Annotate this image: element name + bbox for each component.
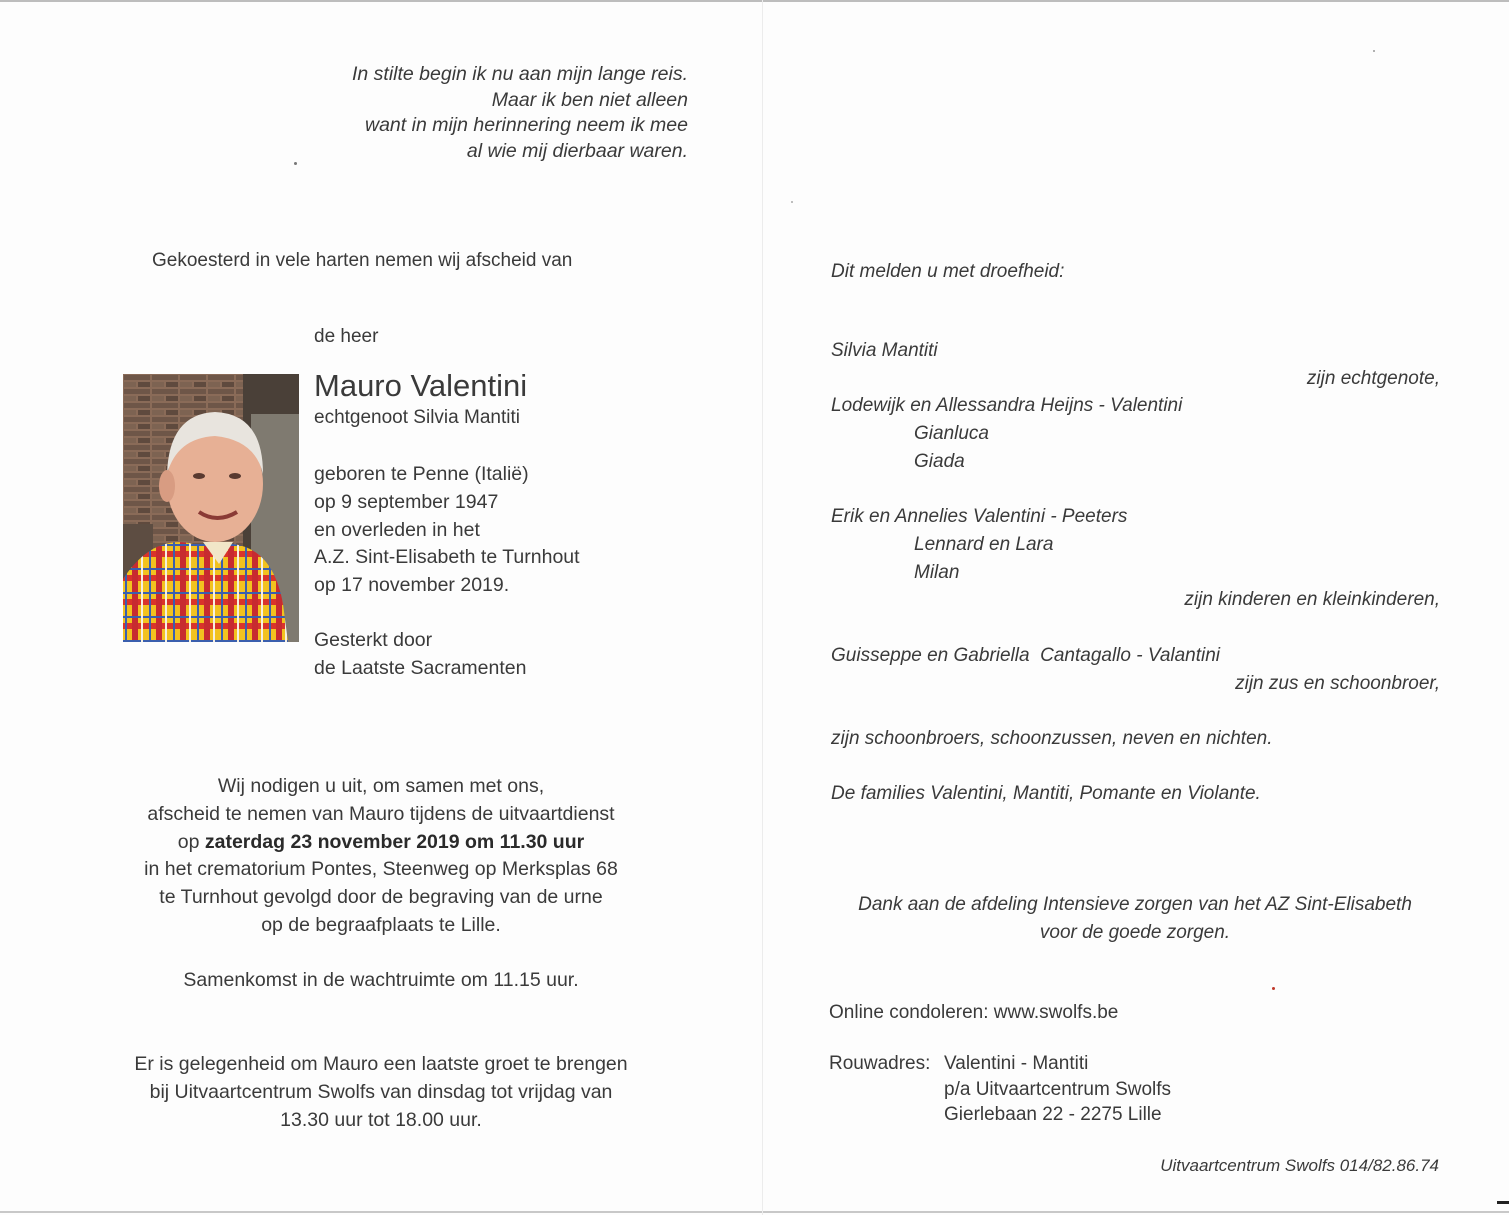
address-line: Valentini - Mantiti: [944, 1053, 1089, 1074]
grandchild: Giada: [914, 451, 965, 472]
sacraments: [314, 627, 526, 683]
spouse-line: echtgenoot Silvia Mantiti: [314, 407, 520, 428]
death-place: A.Z. Sint-Elisabeth te Turnhout: [314, 546, 580, 569]
child-family: Erik en Annelies Valentini - Peeters: [831, 506, 1128, 527]
funeral-date-time: zaterdag 23 november 2019 om 11.30 uur: [204, 830, 585, 853]
birth-date: op 9 september 1947: [314, 490, 499, 513]
invitation-line: afscheid te nemen van Mauro tijdens de uitvaartdienst: [147, 802, 615, 825]
address-line: p/a Uitvaartcentrum Swolfs: [944, 1078, 1172, 1100]
intro-text: Gekoesterd in vele harten nemen wij afscheid van: [152, 250, 573, 271]
death-date: op 17 november 2019.: [314, 574, 510, 597]
invitation-prefix: op: [177, 830, 200, 853]
thanks-line: Dank aan de afdeling Intensieve zorgen van het AZ Sint-Elisabeth: [858, 894, 1412, 915]
sacraments-line: Gesterkt door: [314, 629, 433, 651]
invitation-line: op de begraafplaats te Lille.: [261, 913, 501, 936]
deceased-name: Mauro Valentini: [314, 368, 528, 403]
poem-line: Maar ik ben niet alleen: [491, 88, 688, 111]
death-intro: en overleden in het: [314, 518, 480, 541]
families: De families Valentini, Mantiti, Pomante en Violante.: [831, 783, 1261, 804]
top-edge: [0, 0, 1509, 2]
invitation-date-line: [110, 829, 652, 857]
poem-line: In stilte begin ik nu aan mijn lange reis.: [351, 63, 688, 85]
sister-family: Guisseppe en Gabriella Cantagallo - Valantini: [831, 645, 1221, 666]
in-laws: zijn schoonbroers, schoonzussen, neven en nichten.: [831, 728, 1273, 749]
invitation-line: Wij nodigen u uit, om samen met ons,: [217, 775, 545, 797]
gathering-note: Samenkomst in de wachtruimte om 11.15 uur.: [183, 969, 579, 991]
grandchild: Milan: [914, 562, 960, 583]
wife-name: Silvia Mantiti: [831, 340, 938, 361]
visitation-note: [110, 1051, 652, 1134]
children-role: zijn kinderen en kleinkinderen,: [1184, 589, 1440, 610]
visitation-line: Er is gelegenheid om Mauro een laatste groet te brengen: [134, 1053, 628, 1075]
honorific: de heer: [314, 326, 379, 347]
visitation-line: 13.30 uur tot 18.00 uur.: [280, 1108, 482, 1131]
mourning-address: [944, 1051, 1171, 1128]
poem: [280, 62, 688, 164]
address-label: Rouwadres:: [829, 1053, 931, 1074]
sister-role: zijn zus en schoonbroer,: [1235, 673, 1440, 694]
portrait-photo: [123, 374, 299, 642]
funeral-home-footer: Uitvaartcentrum Swolfs 014/82.86.74: [1160, 1156, 1439, 1175]
visitation-line: bij Uitvaartcentrum Swolfs van dinsdag tot vrijdag van: [149, 1080, 613, 1103]
thanks-note: [810, 891, 1460, 947]
child-family: Lodewijk en Allessandra Heijns - Valentini: [831, 395, 1183, 416]
grandchild: Lennard en Lara: [914, 534, 1054, 555]
online-condolence: Online condoleren: www.swolfs.be: [829, 1002, 1119, 1023]
thanks-line: voor de goede zorgen.: [1039, 922, 1231, 943]
poem-line: al wie mij dierbaar waren.: [466, 139, 688, 162]
grandchild: Gianluca: [914, 423, 989, 444]
bottom-edge: [0, 1211, 1509, 1213]
funeral-invitation: [110, 773, 652, 940]
invitation-line: te Turnhout gevolgd door de begraving van de urne: [159, 886, 603, 909]
poem-line: want in mijn herinnering neem ik mee: [365, 114, 688, 136]
sacraments-line: de Laatste Sacramenten: [314, 656, 527, 679]
announcement: Dit melden u met droefheid:: [831, 261, 1065, 282]
address-line: Gierlebaan 22 - 2275 Lille: [944, 1104, 1162, 1125]
life-details: [314, 461, 580, 600]
wife-role: zijn echtgenote,: [1306, 368, 1440, 389]
invitation-line: in het crematorium Pontes, Steenweg op Merksplas 68: [144, 858, 618, 881]
birth-place: geboren te Penne (Italië): [314, 463, 529, 485]
card-fold: [762, 0, 763, 1215]
